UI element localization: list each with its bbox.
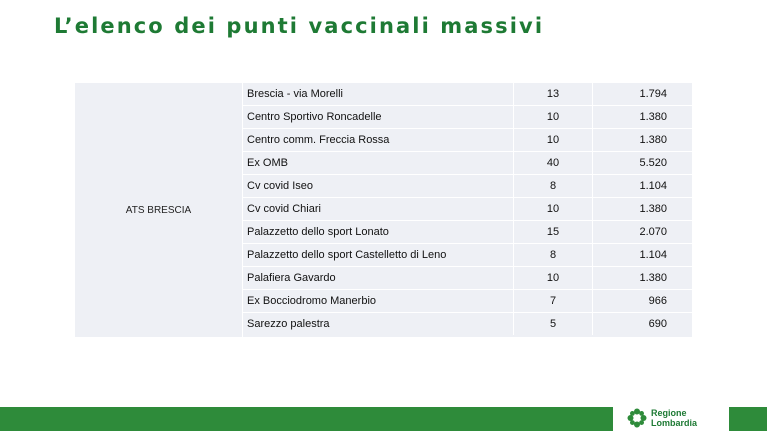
lombardy-rose-icon [626,407,648,429]
site-name: Centro comm. Freccia Rossa [247,134,390,146]
site-count: 7 [513,290,592,312]
table-row [243,221,693,244]
site-count: 13 [513,83,592,105]
site-count: 8 [513,175,592,197]
footer-bar [0,407,613,431]
site-count: 8 [513,244,592,266]
site-total: 1.104 [592,175,667,197]
site-count: 40 [513,152,592,174]
site-name: Centro Sportivo Roncadelle [247,111,382,123]
site-name: Ex Bocciodromo Manerbio [247,295,377,307]
table-row [243,267,693,290]
slide-title: L’elenco dei punti vaccinali massivi [54,14,545,38]
footer-bar-end [729,407,767,431]
site-total: 1.794 [592,83,667,105]
vaccination-points-table [75,83,692,337]
site-total: 690 [592,313,667,335]
site-count: 10 [513,129,592,151]
table-row [243,244,693,267]
site-total: 5.520 [592,152,667,174]
site-name: Cv covid Iseo [247,180,314,192]
site-count: 10 [513,267,592,289]
site-total: 1.380 [592,129,667,151]
site-name: Brescia - via Morelli [247,88,343,100]
logo-line-1: Regione [651,408,687,418]
logo-text [651,408,697,428]
site-total: 1.104 [592,244,667,266]
site-total: 1.380 [592,267,667,289]
site-total: 2.070 [592,221,667,243]
table-row [243,313,693,335]
site-total: 966 [592,290,667,312]
site-name: Cv covid Chiari [247,203,321,215]
site-name: Palazzetto dello sport Castelletto di Leno [247,249,447,261]
logo-line-2: Lombardia [651,418,698,428]
site-count: 10 [513,106,592,128]
site-total: 1.380 [592,106,667,128]
table-row [243,290,693,313]
site-count: 15 [513,221,592,243]
table-rows [242,83,693,337]
site-count: 10 [513,198,592,220]
site-name: Ex OMB [247,157,288,169]
site-name: Palafiera Gavardo [247,272,336,284]
table-row [243,83,693,106]
table-row [243,129,693,152]
ats-group-cell: ATS BRESCIA [125,204,192,216]
site-name: Palazzetto dello sport Lonato [247,226,389,238]
site-name: Sarezzo palestra [247,318,330,330]
table-row [243,175,693,198]
site-count: 5 [513,313,592,335]
site-total: 1.380 [592,198,667,220]
table-row [243,198,693,221]
table-row [243,106,693,129]
regione-lombardia-logo [626,406,697,430]
table-row [243,152,693,175]
